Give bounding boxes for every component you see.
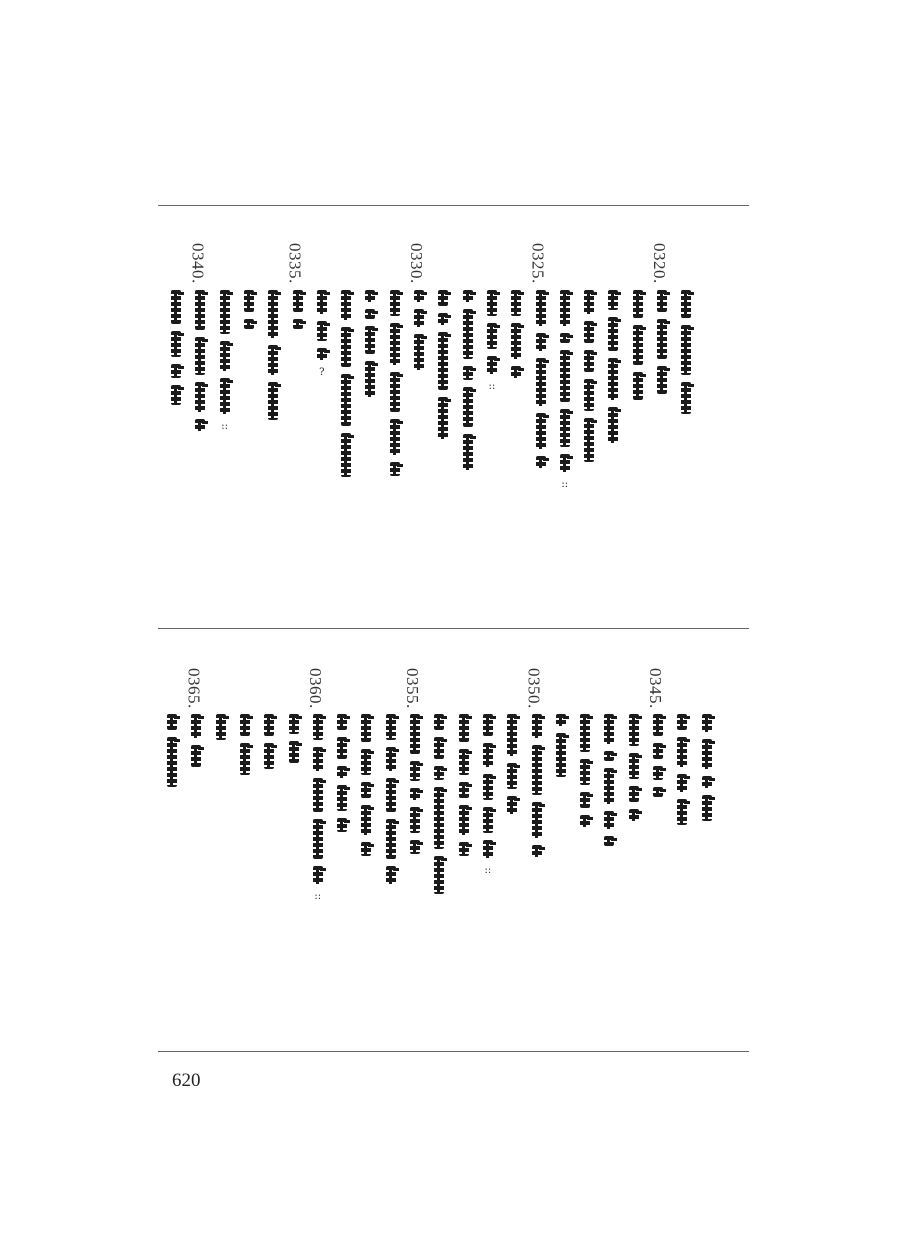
line-number: 0350. bbox=[524, 668, 544, 709]
script-word bbox=[361, 842, 371, 856]
script-word bbox=[434, 766, 444, 780]
script-word bbox=[459, 714, 469, 742]
mongolian-script-line bbox=[381, 714, 401, 891]
mongolian-script-line bbox=[162, 714, 182, 794]
script-word bbox=[629, 753, 639, 779]
script-word bbox=[681, 382, 691, 414]
mongolian-script-line bbox=[676, 290, 696, 421]
script-word bbox=[390, 462, 400, 476]
script-word bbox=[410, 840, 420, 854]
script-word bbox=[390, 419, 400, 455]
script-word bbox=[195, 382, 205, 412]
script-word bbox=[677, 714, 687, 730]
script-word bbox=[584, 290, 594, 314]
script-word bbox=[633, 290, 643, 318]
script-word bbox=[532, 745, 542, 795]
script-word bbox=[657, 319, 667, 359]
script-word bbox=[702, 776, 712, 788]
script-word bbox=[341, 327, 351, 367]
mongolian-script-line bbox=[190, 290, 210, 438]
script-word bbox=[390, 372, 400, 412]
script-word bbox=[313, 819, 323, 859]
mongolian-script-line bbox=[527, 714, 547, 864]
script-word bbox=[677, 737, 687, 767]
line-number: 0355. bbox=[403, 668, 422, 709]
script-word bbox=[556, 714, 566, 726]
script-word bbox=[365, 290, 375, 302]
script-word bbox=[386, 866, 396, 884]
script-word bbox=[604, 751, 614, 761]
script-word bbox=[511, 323, 521, 359]
script-word bbox=[293, 290, 303, 312]
mongolian-script-line bbox=[409, 290, 429, 377]
script-word bbox=[507, 763, 517, 789]
script-word bbox=[629, 809, 639, 821]
script-word bbox=[677, 774, 687, 792]
mongolian-script-line bbox=[478, 714, 498, 876]
script-word bbox=[195, 419, 205, 431]
script-word bbox=[463, 290, 473, 302]
script-word bbox=[244, 319, 254, 329]
mongolian-script-line bbox=[652, 290, 672, 401]
script-word bbox=[507, 714, 517, 756]
script-word bbox=[414, 290, 424, 302]
mongolian-script-line bbox=[332, 714, 352, 839]
script-word bbox=[341, 290, 351, 320]
punctuation-mark: :: bbox=[221, 421, 228, 432]
script-word bbox=[337, 737, 347, 759]
script-word bbox=[604, 836, 614, 846]
script-word bbox=[608, 317, 618, 351]
script-word bbox=[487, 356, 497, 374]
mongolian-script-line bbox=[531, 290, 551, 475]
script-word bbox=[459, 842, 469, 856]
script-word bbox=[365, 309, 375, 319]
script-word bbox=[167, 737, 177, 787]
script-word bbox=[681, 290, 691, 318]
script-word bbox=[483, 774, 493, 800]
script-word bbox=[633, 372, 643, 400]
script-word bbox=[313, 866, 323, 884]
script-word bbox=[191, 745, 201, 767]
script-word bbox=[386, 714, 396, 740]
script-word bbox=[463, 366, 473, 380]
script-word bbox=[195, 337, 205, 375]
script-word bbox=[167, 714, 177, 730]
script-word bbox=[264, 714, 274, 736]
script-word bbox=[653, 766, 663, 780]
script-word bbox=[584, 321, 594, 343]
mongolian-script-line bbox=[259, 714, 279, 776]
script-word bbox=[653, 743, 663, 759]
script-word bbox=[289, 741, 299, 763]
script-word bbox=[289, 714, 299, 734]
script-word bbox=[483, 714, 493, 736]
script-word bbox=[560, 290, 570, 326]
top-rule bbox=[158, 205, 749, 206]
script-word bbox=[653, 714, 663, 736]
script-word bbox=[410, 761, 420, 781]
script-word bbox=[240, 743, 250, 775]
line-number: 0320. bbox=[650, 243, 669, 284]
mongolian-script-line bbox=[308, 714, 328, 902]
script-word bbox=[604, 768, 614, 804]
punctuation-mark: :: bbox=[561, 479, 569, 490]
mongolian-script-line bbox=[239, 290, 259, 336]
mongolian-script-line bbox=[186, 714, 206, 774]
script-word bbox=[337, 766, 347, 778]
line-number: 0340. bbox=[188, 243, 208, 284]
mongolian-script-line bbox=[356, 714, 376, 863]
script-word bbox=[434, 737, 444, 759]
page-number: 620 bbox=[172, 1070, 201, 1091]
script-word bbox=[580, 714, 590, 752]
mongolian-script-line bbox=[603, 290, 623, 450]
script-word bbox=[463, 434, 473, 470]
mongolian-script-line bbox=[502, 714, 522, 821]
mongolian-script-line bbox=[482, 290, 502, 392]
punctuation-mark: ? bbox=[319, 367, 325, 378]
mongolian-script-line bbox=[166, 290, 186, 412]
script-word bbox=[463, 387, 473, 427]
script-word bbox=[483, 743, 493, 767]
script-word bbox=[608, 358, 618, 400]
line-number: 0365. bbox=[184, 668, 204, 709]
script-word bbox=[341, 433, 351, 477]
script-word bbox=[171, 385, 181, 405]
script-word bbox=[365, 361, 375, 397]
script-word bbox=[293, 319, 303, 329]
line-number: 0330. bbox=[407, 243, 426, 284]
mongolian-script-line bbox=[288, 290, 308, 336]
script-word bbox=[268, 345, 278, 375]
script-word bbox=[633, 325, 643, 365]
script-word bbox=[434, 714, 444, 730]
mongolian-script-line bbox=[599, 714, 619, 853]
script-word bbox=[171, 364, 181, 378]
script-word bbox=[532, 714, 542, 738]
script-word bbox=[410, 788, 420, 800]
script-word bbox=[171, 290, 181, 324]
script-word bbox=[608, 290, 618, 310]
script-word bbox=[317, 348, 327, 360]
script-word bbox=[560, 454, 570, 472]
script-word bbox=[317, 321, 327, 341]
script-word bbox=[337, 818, 347, 832]
line-number: 0360. bbox=[305, 668, 325, 709]
script-word bbox=[511, 366, 521, 378]
script-word bbox=[487, 290, 497, 316]
script-word bbox=[268, 382, 278, 420]
script-word bbox=[483, 807, 493, 833]
mongolian-script-line bbox=[454, 714, 474, 863]
script-word bbox=[361, 714, 371, 742]
punctuation-mark: :: bbox=[314, 891, 322, 902]
mongolian-script-line bbox=[385, 290, 405, 483]
mongolian-script-line bbox=[551, 714, 571, 784]
script-word bbox=[532, 845, 542, 857]
script-word bbox=[536, 413, 546, 449]
mongolian-script-line bbox=[555, 290, 575, 490]
script-word bbox=[195, 290, 205, 330]
mongolian-script-line bbox=[672, 714, 692, 832]
line-number: 0345. bbox=[646, 668, 665, 709]
script-word bbox=[536, 290, 546, 326]
script-word bbox=[507, 796, 517, 814]
script-word bbox=[560, 333, 570, 343]
script-word bbox=[604, 811, 614, 829]
script-word bbox=[171, 331, 181, 357]
script-word bbox=[536, 456, 546, 468]
script-word bbox=[313, 714, 323, 740]
script-word bbox=[390, 290, 400, 316]
mongolian-script-line bbox=[284, 714, 304, 770]
mongolian-script-line bbox=[263, 290, 283, 427]
script-word bbox=[702, 795, 712, 821]
script-word bbox=[244, 290, 254, 312]
script-word bbox=[560, 409, 570, 447]
script-word bbox=[386, 778, 396, 812]
mongolian-script-line bbox=[697, 714, 717, 828]
script-word bbox=[580, 759, 590, 785]
script-word bbox=[240, 714, 250, 736]
script-word bbox=[313, 778, 323, 812]
script-word bbox=[438, 332, 448, 390]
mongolian-script-line bbox=[235, 714, 255, 782]
mongolian-script-line bbox=[312, 290, 332, 378]
script-word bbox=[434, 856, 444, 894]
script-word bbox=[657, 366, 667, 394]
script-word bbox=[365, 326, 375, 354]
script-word bbox=[580, 792, 590, 808]
script-word bbox=[361, 805, 371, 835]
script-word bbox=[536, 333, 546, 351]
mongolian-script-line bbox=[215, 290, 235, 432]
script-word bbox=[584, 350, 594, 372]
script-word bbox=[191, 714, 201, 738]
script-word bbox=[511, 290, 521, 316]
mongolian-script-line bbox=[458, 290, 478, 477]
script-word bbox=[560, 350, 570, 402]
script-word bbox=[434, 787, 444, 849]
script-word bbox=[556, 733, 566, 777]
line-number: 0335. bbox=[285, 243, 305, 284]
mongolian-script-line bbox=[360, 290, 380, 404]
script-word bbox=[386, 819, 396, 859]
script-word bbox=[463, 309, 473, 359]
script-word bbox=[657, 290, 667, 312]
script-word bbox=[410, 714, 420, 754]
script-word bbox=[487, 323, 497, 349]
mongolian-script-line bbox=[429, 714, 449, 901]
bottom-rule bbox=[158, 1051, 749, 1052]
punctuation-mark: :: bbox=[484, 865, 492, 876]
script-word bbox=[459, 782, 469, 798]
script-word bbox=[220, 341, 230, 371]
mongolian-script-line bbox=[575, 714, 595, 834]
script-word bbox=[681, 325, 691, 375]
script-word bbox=[361, 749, 371, 775]
script-word bbox=[459, 749, 469, 775]
line-number: 0325. bbox=[528, 243, 548, 284]
mongolian-script-line bbox=[579, 290, 599, 469]
script-word bbox=[629, 714, 639, 746]
script-word bbox=[438, 313, 448, 325]
script-word bbox=[702, 739, 712, 769]
script-word bbox=[483, 840, 493, 858]
script-word bbox=[410, 807, 420, 833]
script-word bbox=[361, 782, 371, 798]
script-word bbox=[220, 378, 230, 414]
script-word bbox=[677, 799, 687, 825]
script-word bbox=[438, 290, 448, 306]
script-word bbox=[337, 714, 347, 730]
script-word bbox=[317, 290, 327, 314]
script-word bbox=[313, 747, 323, 771]
script-word bbox=[584, 418, 594, 462]
script-word bbox=[604, 714, 614, 744]
script-word bbox=[264, 743, 274, 769]
script-word bbox=[536, 358, 546, 406]
mongolian-script-line bbox=[433, 290, 453, 446]
script-word bbox=[220, 290, 230, 334]
mongolian-script-line bbox=[624, 714, 644, 828]
script-word bbox=[653, 787, 663, 797]
script-word bbox=[386, 747, 396, 771]
script-word bbox=[438, 397, 448, 439]
script-word bbox=[459, 805, 469, 835]
script-word bbox=[414, 309, 424, 327]
script-word bbox=[390, 323, 400, 365]
mongolian-script-line bbox=[405, 714, 425, 861]
mongolian-script-line bbox=[628, 290, 648, 407]
script-word bbox=[268, 290, 278, 338]
mongolian-script-line bbox=[211, 714, 231, 747]
script-word bbox=[216, 714, 226, 740]
script-word bbox=[337, 785, 347, 811]
script-word bbox=[341, 374, 351, 426]
mongolian-script-line bbox=[336, 290, 356, 484]
script-word bbox=[608, 407, 618, 443]
mongolian-script-line bbox=[506, 290, 526, 385]
middle-rule bbox=[158, 628, 749, 629]
punctuation-mark: :: bbox=[488, 381, 496, 392]
mongolian-script-line bbox=[648, 714, 668, 804]
script-word bbox=[414, 334, 424, 370]
script-word bbox=[702, 714, 712, 732]
script-word bbox=[532, 802, 542, 838]
script-word bbox=[629, 786, 639, 802]
script-word bbox=[580, 815, 590, 827]
script-word bbox=[584, 379, 594, 411]
